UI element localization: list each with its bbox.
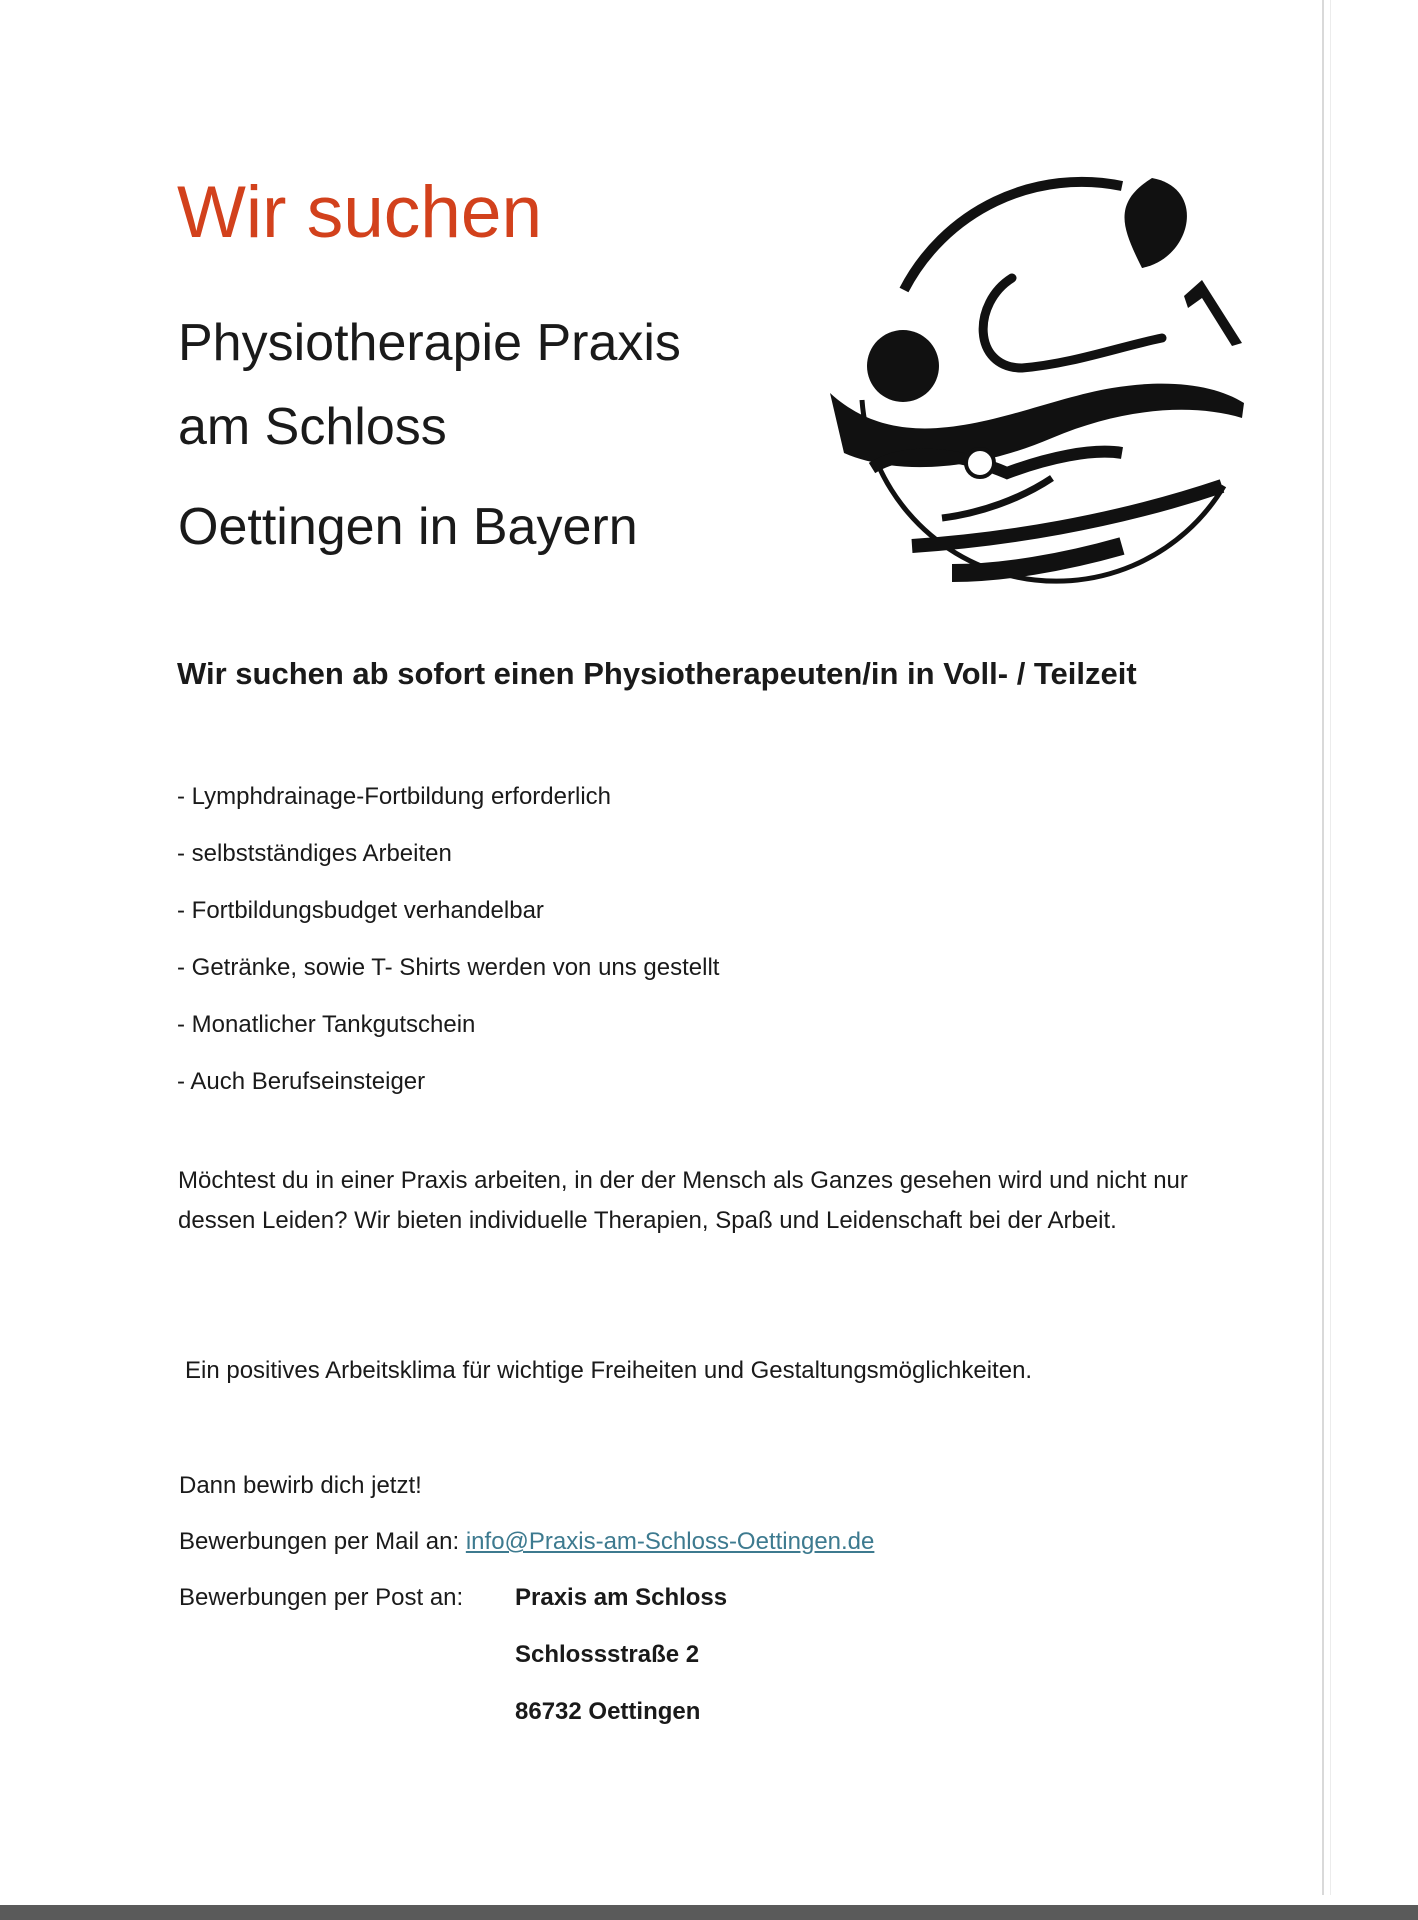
job-title: Wir suchen ab sofort einen Physiotherapeuten/in in Voll- / Teilzeit xyxy=(177,656,1137,691)
requirement-item: - selbstständiges Arbeiten xyxy=(177,840,452,867)
practice-location: Oettingen in Bayern xyxy=(178,498,638,556)
mail-line xyxy=(179,1526,874,1558)
climate-statement: Ein positives Arbeitsklima für wichtige Freiheiten und Gestaltungsmöglichkeiten. xyxy=(185,1357,1033,1384)
requirement-item: - Getränke, sowie T- Shirts werden von uns gestellt xyxy=(177,954,720,981)
post-label: Bewerbungen per Post an: xyxy=(179,1584,464,1611)
description-paragraph: Möchtest du in einer Praxis arbeiten, in der der Mensch als Ganzes gesehen wird und nicht nur dessen Leiden? Wir bieten individuelle Therapien, Spaß und Leidenschaft bei der Arbeit. xyxy=(178,1167,1188,1234)
call-to-action: Dann bewirb dich jetzt! xyxy=(179,1472,422,1499)
mail-label: Bewerbungen per Mail an: xyxy=(179,1528,460,1555)
physiotherapy-hand-body-icon xyxy=(822,168,1244,598)
page-edge-shadow xyxy=(1330,0,1331,1895)
scan-bottom-band xyxy=(0,1905,1418,1920)
requirement-item: - Auch Berufseinsteiger xyxy=(177,1068,426,1095)
requirement-item: - Monatlicher Tankgutschein xyxy=(177,1011,476,1038)
post-address-name: Praxis am Schloss xyxy=(515,1584,728,1611)
requirement-item: - Fortbildungsbudget verhandelbar xyxy=(177,897,544,924)
practice-name-line1: Physiotherapie Praxis xyxy=(178,314,681,372)
post-address-city: 86732 Oettingen xyxy=(515,1698,701,1725)
practice-name-line2: am Schloss xyxy=(178,398,447,456)
page-edge xyxy=(1322,0,1324,1895)
headline: Wir suchen xyxy=(177,172,543,253)
requirements-list xyxy=(177,768,719,1110)
requirement-item: - Lymphdrainage-Fortbildung erforderlich xyxy=(177,783,611,810)
post-address-street: Schlossstraße 2 xyxy=(515,1641,700,1668)
email-link[interactable]: info@Praxis-am-Schloss-Oettingen.de xyxy=(465,1528,875,1555)
